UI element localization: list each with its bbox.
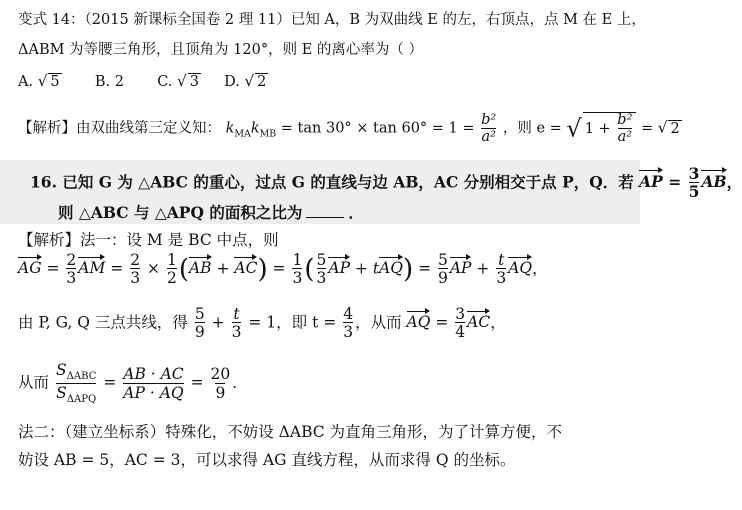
problem-16-line1: 16. 已知 G 为 △ABC 的重心，过点 G 的直线与边 AB，AC 分别相交于点 P，Q．若 AP = $\frac{3}{5}$ AB， <box>0 160 640 198</box>
option-d: D. √ 2 <box>224 72 267 90</box>
option-a: A. √ 5 <box>18 72 60 90</box>
problem-16-line2: 则 △ABC 与 △APQ 的面积之比为 ． <box>0 198 640 224</box>
problem-14-line1: 变式 14：（2015 新课标全国卷 2 理 11）已知 A，B 为双曲线 E 的左，右顶点，点 M 在 E 上， <box>18 12 646 28</box>
analysis-16-collinear: 由 P, G, Q 三点共线，得 $\frac{5}{9}$ + $\frac{t}{3}$ = 1，即 t = $\frac{4}{3}$ ，从而 AQ = $\frac{3}{4}$ AC， <box>18 305 506 342</box>
problem-14-options <box>18 72 268 90</box>
problem-14-line2: ΔABM 为等腰三角形，且顶角为 120°，则 E 的离心率为（ ） <box>18 42 423 58</box>
answer-blank <box>306 217 344 218</box>
option-b: B. 2 <box>94 74 124 90</box>
method-two-line1: 法二：（建立坐标系）特殊化，不妨设 ΔABC 为直角三角形，为了计算方便，不 <box>18 423 563 441</box>
analysis-16-label: 【解析】法一：设 M 是 BC 中点，则 <box>18 231 279 249</box>
analysis-16-area-ratio: 从而 $\frac{S_{\Delta ABC}}{S_{\Delta APQ}}$ = $\frac{AB \cdot AC}{AP \cdot AQ}$ = $\frac{20}{9}$ ． <box>18 361 248 405</box>
option-c: C. √ 3 <box>157 72 199 90</box>
method-two-line2: 妨设 AB = 5，AC = 3，可以求得 AG 直线方程，从而求得 Q 的坐标。 <box>18 451 516 469</box>
analysis-16-vector-eq: AG = $\frac{2}{3}$ AM = $\frac{2}{3}$ × $\frac{1}{2}$ (AB + AC) = $\frac{1}{3}$ ( $\frac{5}{3}$ AP + tAQ) = $\frac{5}{9}$ AP + $\frac{t}{3}$ AQ， <box>18 251 548 288</box>
analysis-14: 【解析】由双曲线第三定义知： $k_{MA}k_{MB} = \tan 30^\circ \times \tan 60^\circ = 1$ = $\frac{\text{b²}}{\text{a²}}$ ，则 e = √ 1 + $\frac{\text{b²}}{\text{a²}}$ = √ 2 <box>18 111 680 146</box>
